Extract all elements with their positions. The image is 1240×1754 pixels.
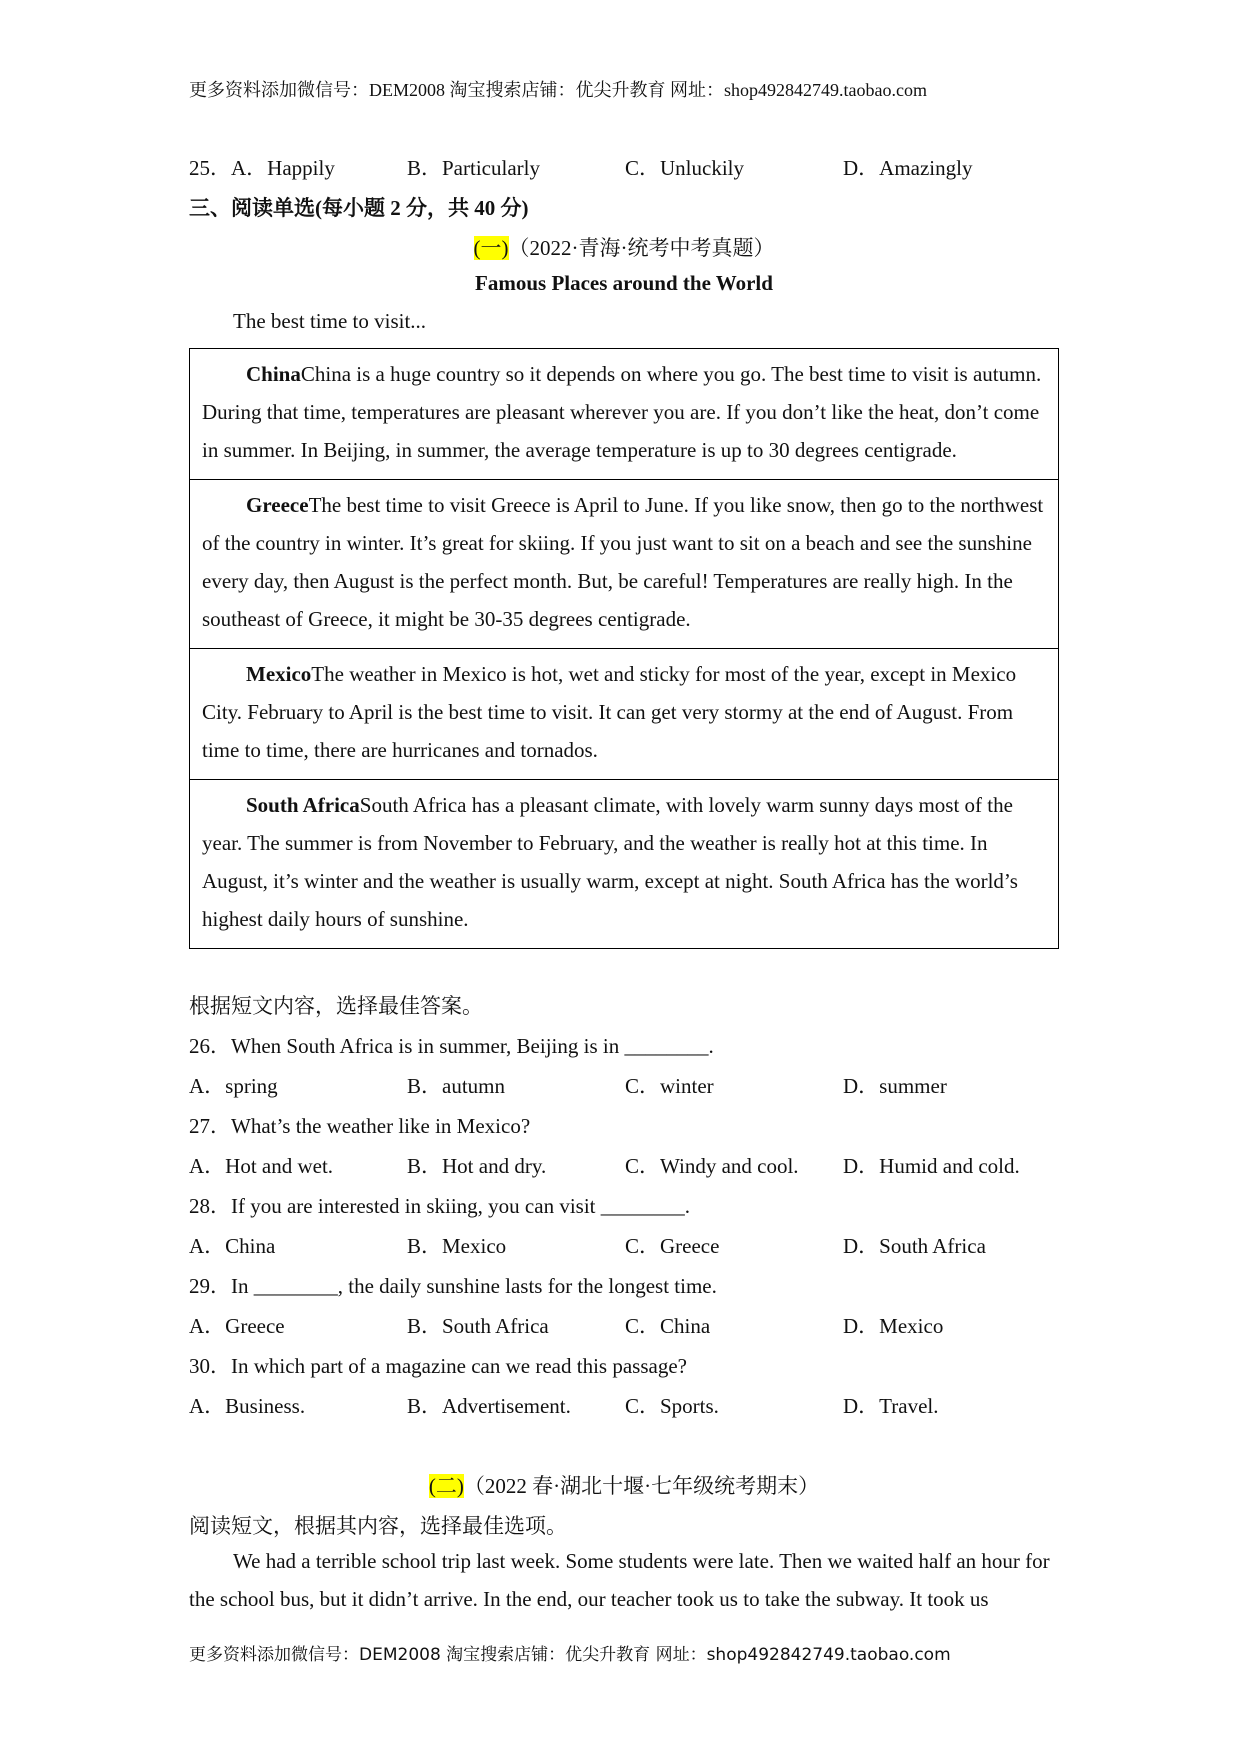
place-box-greece: GreeceThe best time to visit Greece is April to June. If you like snow, then go to the northwest of the country in winter. It’s great for skiing. If you just want to sit on a beach and see the sunshine every day, then August is the perfect month. But, be careful! Temperatures are really high. In the southeast of Greece, it might be 30-35 degrees centigrade. — [190, 479, 1058, 648]
place-box-south-africa: South AfricaSouth Africa has a pleasant climate, with lovely warm sunny days most of the year. The summer is from November to February, and the weather is really hot at this time. In August, it’s winter and the weather is usually warm, except at night. South Africa has the world’s highest daily hours of sunshine. — [190, 779, 1058, 948]
q26-option-c: C．winter — [625, 1074, 714, 1098]
question-30-stem: 30．In which part of a magazine can we read this passage? — [189, 1354, 687, 1378]
q29-option-d: D．Mexico — [843, 1314, 944, 1338]
q30-option-c: C．Sports. — [625, 1394, 719, 1418]
passage1-label: (一) — [473, 236, 509, 260]
place-box-china: ChinaChina is a huge country so it depends on where you go. The best time to visit is autumn. During that time, temperatures are pleasant wherever you are. If you don’t like the heat, don’t come in summer. In Beijing, in summer, the average temperature is up to 30 degrees centigrade. — [202, 362, 1042, 462]
places-table — [189, 348, 1059, 949]
passage1-intro: The best time to visit... — [233, 309, 427, 333]
question-29-stem: 29．In ________, the daily sunshine lasts for the longest time. — [189, 1274, 717, 1298]
q25-option-c: C．Unluckily — [625, 156, 744, 180]
q30-option-b: B．Advertisement. — [407, 1394, 571, 1418]
section-title: 三、阅读单选(每小题 2 分，共 40 分) — [189, 196, 529, 220]
page-footer: 更多资料添加微信号：DEM2008 淘宝搜索店铺：优尖升教育 网址：shop492842749.taobao.com — [189, 1645, 951, 1665]
q25-option-b: B．Particularly — [407, 156, 540, 180]
passage1-source-text: （2022·青海·统考中考真题） — [508, 236, 775, 260]
passage1-source — [189, 232, 1059, 262]
q27-option-b: B．Hot and dry. — [407, 1154, 547, 1178]
q27-option-d: D．Humid and cold. — [843, 1154, 1020, 1178]
q26-option-d: D．summer — [843, 1074, 947, 1098]
q29-option-c: C．China — [625, 1314, 711, 1338]
q27-option-c: C．Windy and cool. — [625, 1154, 799, 1178]
passage1-title: Famous Places around the World — [475, 271, 773, 295]
passage2-source — [189, 1470, 1059, 1500]
q28-option-a: A．China — [189, 1234, 276, 1258]
q29-option-a: A．Greece — [189, 1314, 285, 1338]
q26-option-a: A．spring — [189, 1074, 278, 1098]
question-27-stem: 27．What’s the weather like in Mexico? — [189, 1114, 531, 1138]
q28-option-c: C．Greece — [625, 1234, 720, 1258]
passage2-label: (二) — [428, 1474, 464, 1498]
passage1-instruction: 根据短文内容，选择最佳答案。 — [189, 994, 483, 1018]
passage2-source-text: （2022 春·湖北十堰·七年级统考期末） — [463, 1474, 820, 1498]
q28-option-b: B．Mexico — [407, 1234, 507, 1258]
q27-option-a: A．Hot and wet. — [189, 1154, 334, 1178]
passage2-text: We had a terrible school trip last week. Some students were late. Then we waited half an hour for the school bus, but it didn’t arrive. In the end, our teacher took us to take the subway. It took us — [189, 1549, 1050, 1611]
place-box-mexico: MexicoThe weather in Mexico is hot, wet and sticky for most of the year, except in Mexico City. February to April is the best time to visit. It can get very stormy at the end of August. From time to time, there are hurricanes and tornados. — [190, 648, 1058, 779]
q28-option-d: D．South Africa — [843, 1234, 986, 1258]
passage2-instruction: 阅读短文，根据其内容，选择最佳选项。 — [189, 1514, 567, 1538]
q26-option-b: B．autumn — [407, 1074, 505, 1098]
q30-option-d: D．Travel. — [843, 1394, 939, 1418]
q25-option-a: 25．A．Happily — [189, 156, 335, 180]
q29-option-b: B．South Africa — [407, 1314, 549, 1338]
question-28-stem: 28．If you are interested in skiing, you can visit ________. — [189, 1194, 690, 1218]
q30-option-a: A．Business. — [189, 1394, 306, 1418]
page-header: 更多资料添加微信号：DEM2008 淘宝搜索店铺：优尖升教育 网址：shop492842749.taobao.com — [189, 80, 927, 100]
q25-option-d: D．Amazingly — [843, 156, 973, 180]
question-26-stem: 26．When South Africa is in summer, Beijing is in ________. — [189, 1034, 714, 1058]
